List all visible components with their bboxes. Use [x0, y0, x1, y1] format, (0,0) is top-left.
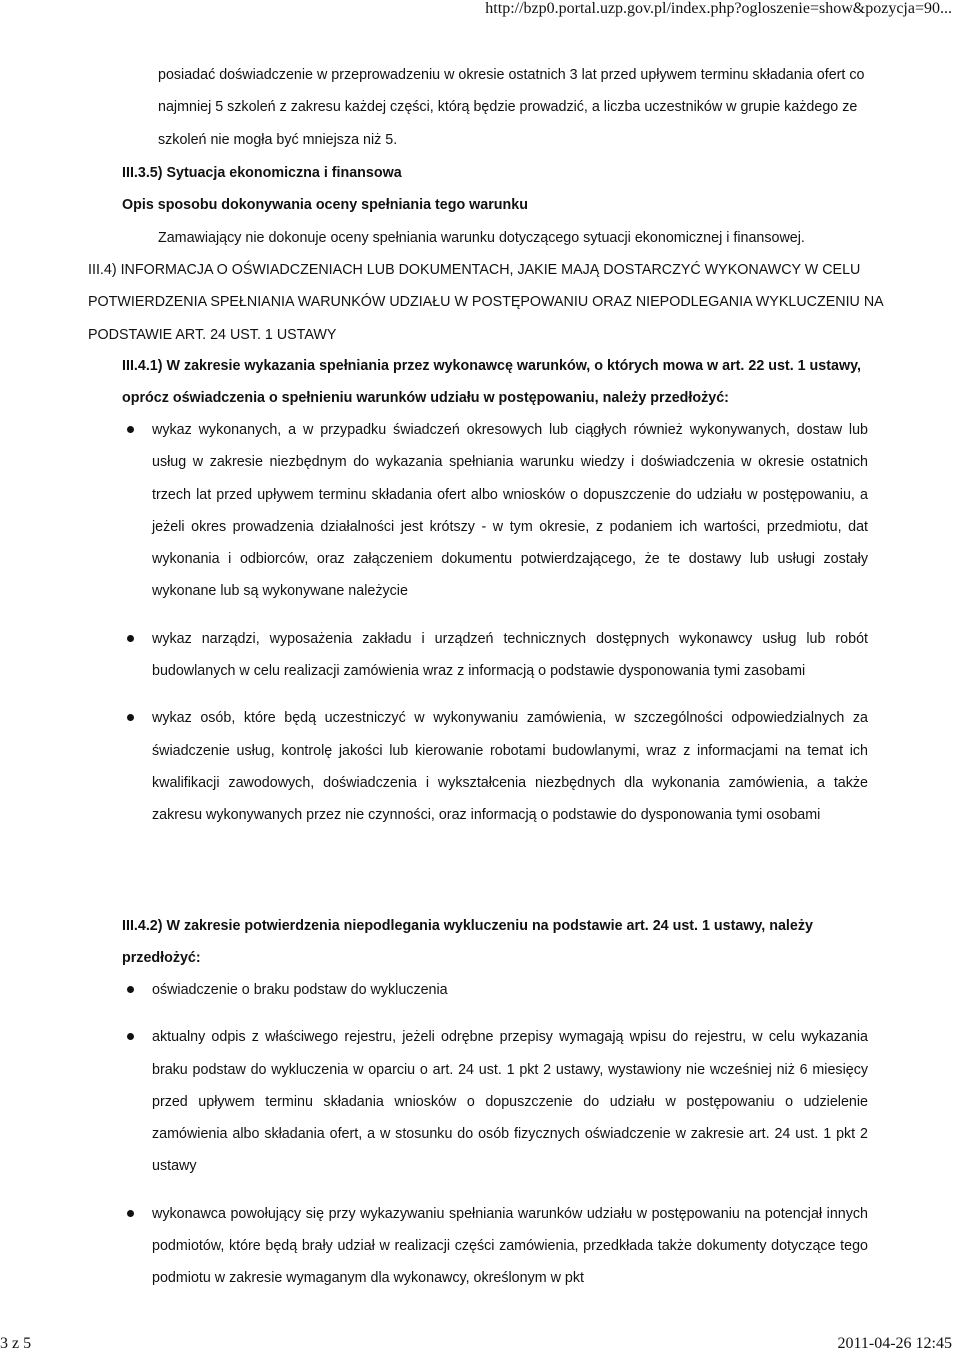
list-item: aktualny odpis z właściwego rejestru, jeżeli odrębne przepisy wymagają wpisu do rejestru, w celu wykazania braku podstaw do wykluczenia w oparciu o art. 24 ust. 1 pkt 2 ustawy, wystawiony nie wcześniej niż 6 miesięcy przed upływem terminu składania wniosków o dopuszczenie do udziału w postępowaniu o udzielenie zamówienia albo składania ofert, a w stosunku do osób fizycznych oświadczenie w zakresie art. 24 ust. 1 pkt 2 ustawy: [152, 1021, 868, 1182]
section-heading-documents: III.4) INFORMACJA O OŚWIADCZENIACH LUB DOKUMENTACH, JAKIE MAJĄ DOSTARCZYĆ WYKONAWCY W CELU POTWIERDZENIA SPEŁNIANIA WARUNKÓW UDZIAŁU W POSTĘPOWANIU ORAZ NIEPODLEGANIA WYKLUCZENIU NA PODSTAWIE ART. 24 UST. 1 USTAWY: [88, 262, 883, 343]
section-heading-economic: III.3.5) Sytuacja ekonomiczna i finansowa: [122, 165, 402, 181]
list-item: oświadczenie o braku podstaw do wykluczenia: [152, 974, 868, 1006]
evaluation-subheading: Opis sposobu dokonywania oceny spełniania tego warunku: [122, 197, 528, 213]
list-item: wykaz narządzi, wyposażenia zakładu i urządzeń technicznych dostępnych wykonawcy usług lub robót budowlanych w celu realizacji zamówienia wraz z informacją o podstawie dysponowania tymi zasobami: [152, 623, 868, 688]
page-number: 3 z 5: [0, 1335, 32, 1352]
print-header-url: http://bzp0.portal.uzp.gov.pl/index.php?ogloszenie=show&pozycja=90...: [485, 0, 952, 17]
section-heading-conditions: III.4.1) W zakresie wykazania spełniania przez wykonawcę warunków, o których mowa w art. 22 ust. 1 ustawy, oprócz oświadczenia o spełnieniu warunków udziału w postępowaniu, należy przedłożyć:: [122, 358, 861, 407]
list-item: wykaz osób, które będą uczestniczyć w wykonywaniu zamówienia, w szczególności odpowiedzialnych za świadczenie usług, kontrolę jakości lub kierowanie robotami budowlanymi, wraz z informacjami na temat ich kwalifikacji zawodowych, doświadczenia i wykształcenia niezbędnych dla wykonania zamówienia, a także zakresu wykonywanych przez nie czynności, oraz informacją o podstawie do dysponowania tymi osobami: [152, 702, 868, 831]
print-datetime: 2011-04-26 12:45: [837, 1335, 952, 1352]
conditions-list: [152, 414, 868, 832]
evaluation-text: Zamawiający nie dokonuje oceny spełniania warunku dotyczącego sytuacji ekonomicznej i finansowej.: [158, 230, 805, 246]
list-item: wykonawca powołujący się przy wykazywaniu spełniania warunków udziału w postępowaniu na potencjał innych podmiotów, które będą brały udział w realizacji części zamówienia, przedkłada także dokumenty dotyczące tego podmiotu w zakresie wymaganym dla wykonawcy, określonym w pkt: [152, 1198, 868, 1295]
exclusion-list: [152, 974, 868, 1295]
intro-paragraph: posiadać doświadczenie w przeprowadzeniu w okresie ostatnich 3 lat przed upływem terminu składania ofert co najmniej 5 szkoleń z zakresu każdej części, którą będzie prowadzić, a liczba uczestników w grupie każdego ze szkoleń nie mogła być mniejsza niż 5.: [158, 67, 865, 148]
section-heading-exclusion: III.4.2) W zakresie potwierdzenia niepodlegania wykluczeniu na podstawie art. 24 ust. 1 ustawy, należy przedłożyć:: [122, 918, 813, 967]
list-item: wykaz wykonanych, a w przypadku świadczeń okresowych lub ciągłych również wykonywanych, dostaw lub usług w zakresie niezbędnym do wykazania spełniania warunku wiedzy i doświadczenia w okresie ostatnich trzech lat przed upływem terminu składania ofert albo wniosków o dopuszczenie do udziału w postępowaniu, a jeżeli okres prowadzenia działalności jest krótszy - w tym okresie, z podaniem ich wartości, przedmiotu, dat wykonania i odbiorców, oraz załączeniem dokumentu potwierdzającego, że te dostawy lub usługi zostały wykonane lub są wykonywane należycie: [152, 414, 868, 608]
